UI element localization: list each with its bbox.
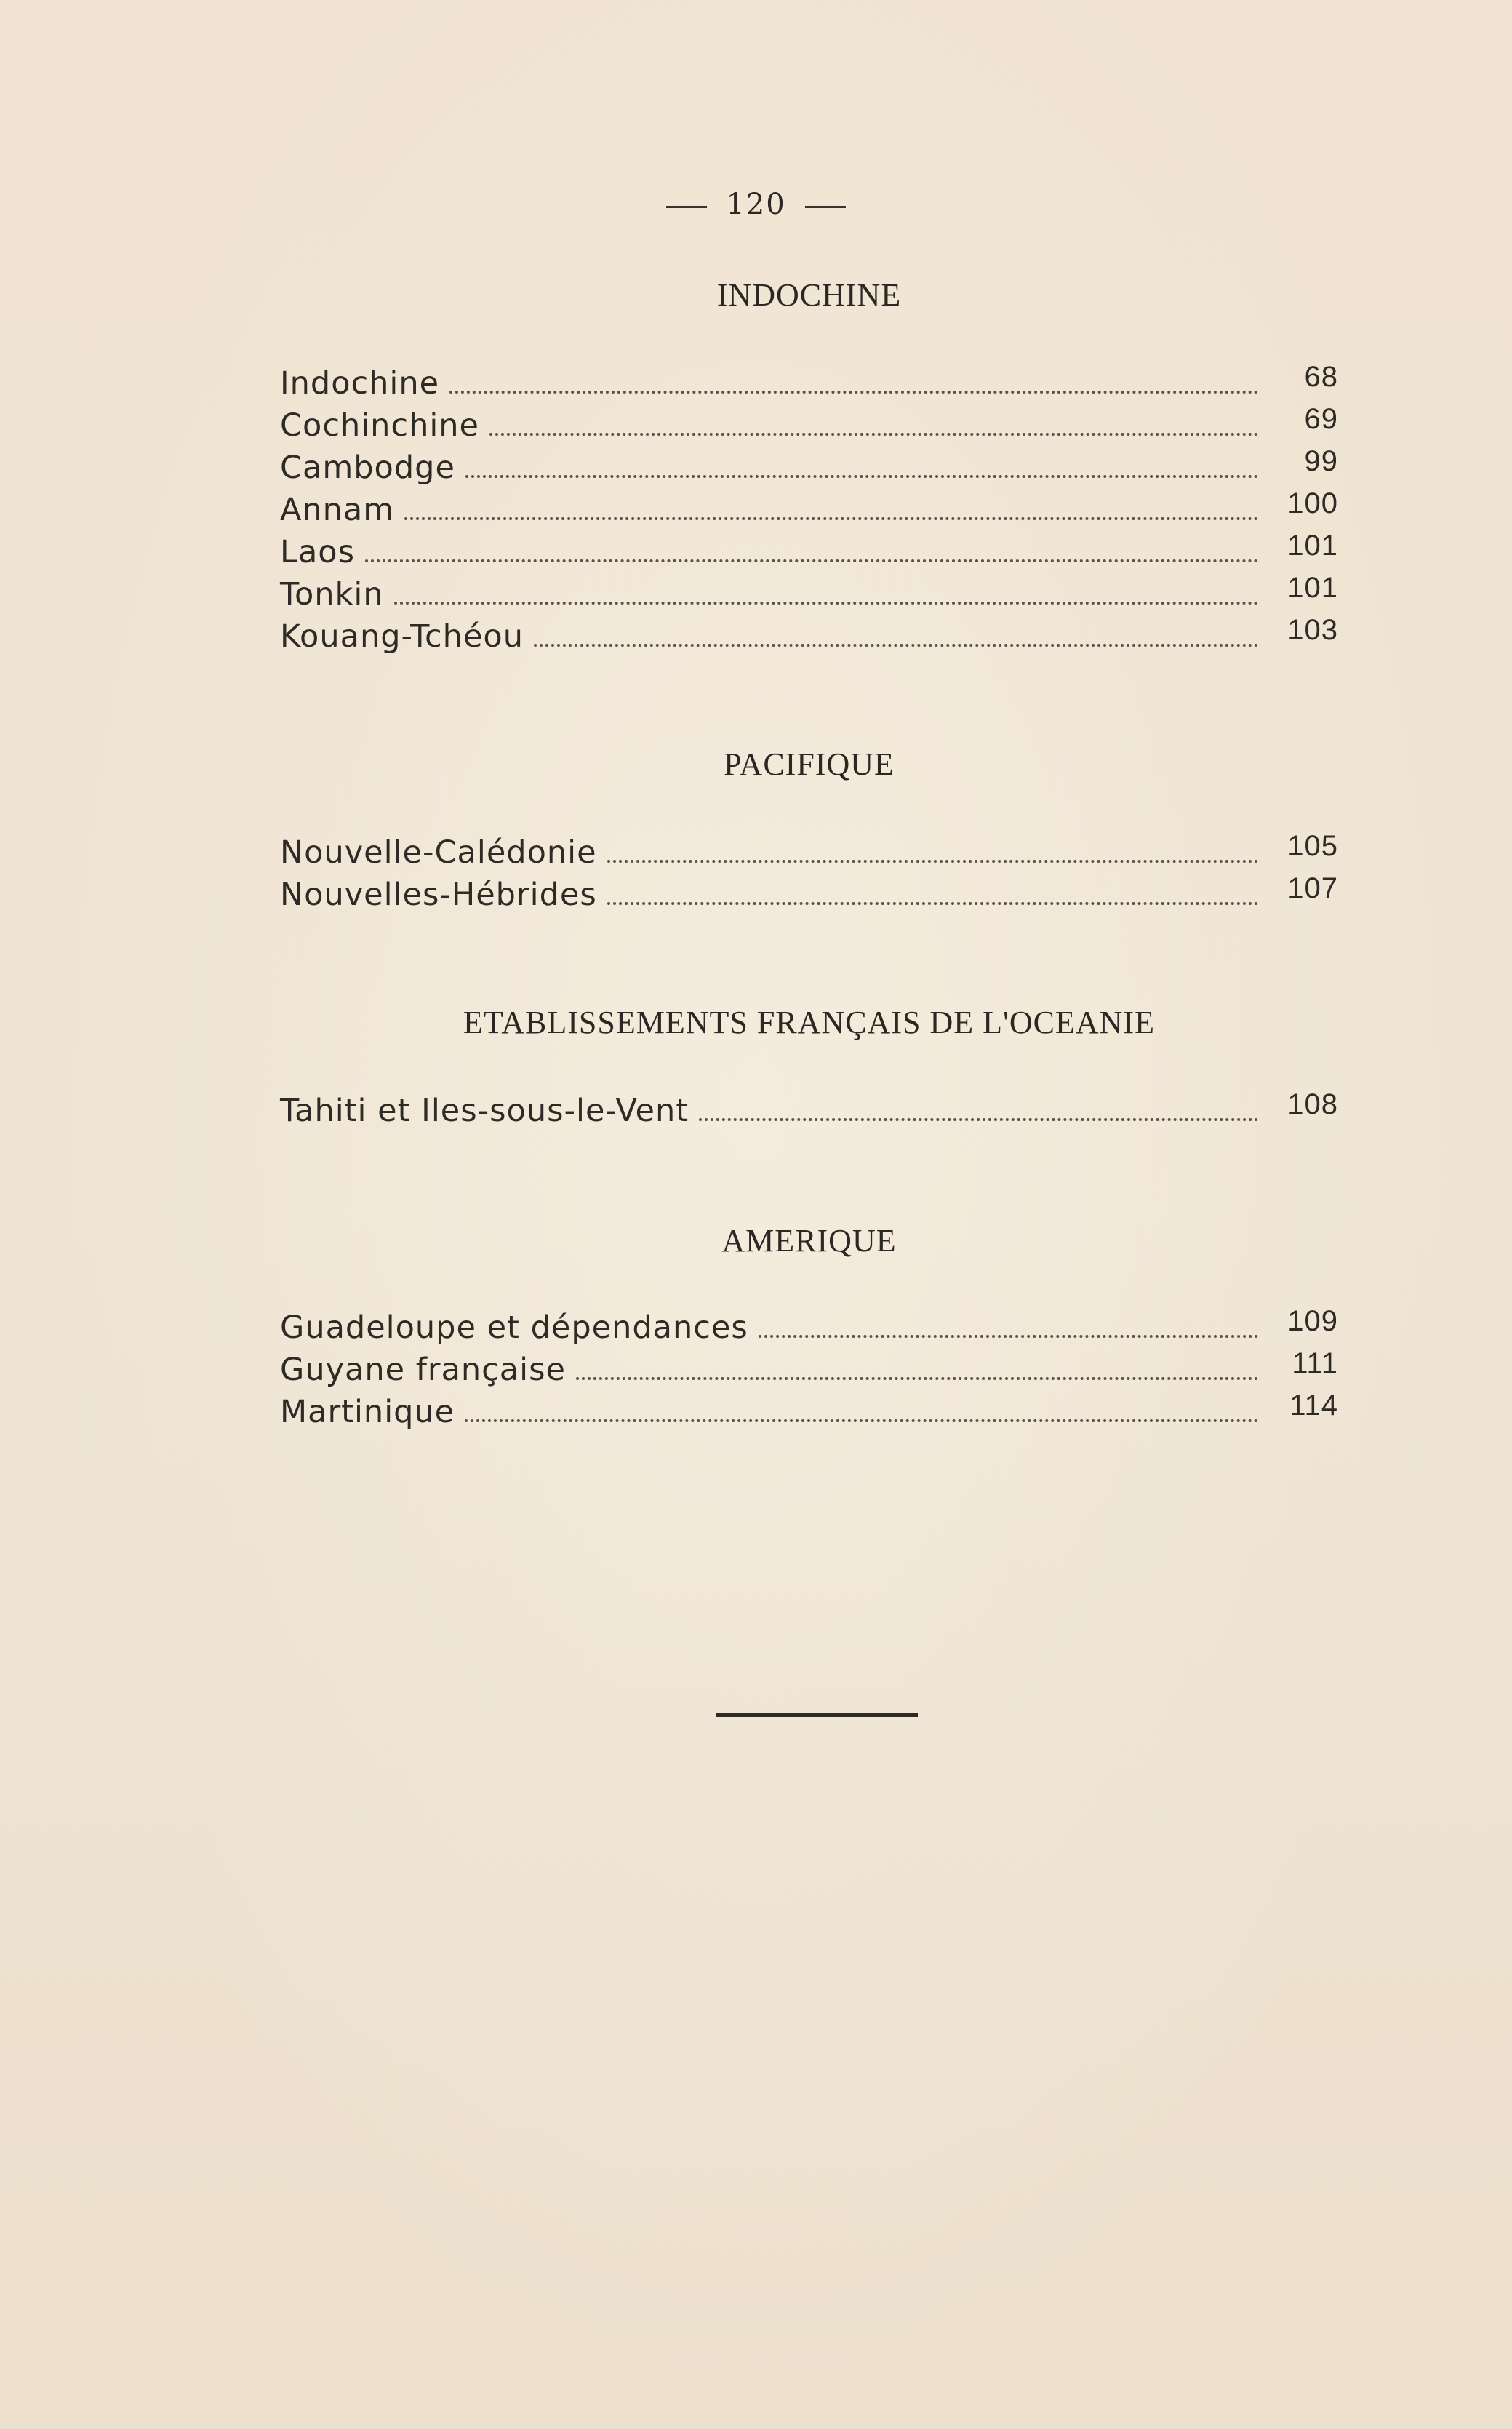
entry-page: 108 <box>1287 1088 1338 1120</box>
entry-page: 105 <box>1287 830 1338 862</box>
entry-label: Indochine <box>280 365 440 402</box>
section-title: AMERIQUE <box>721 1223 897 1259</box>
section-title: PACIFIQUE <box>724 746 895 782</box>
section-title: ETABLISSEMENTS FRANÇAIS DE L'OCEANIE <box>463 1005 1155 1040</box>
dot-leader <box>607 901 1258 905</box>
dash-left <box>666 206 707 208</box>
dot-leader <box>607 859 1258 863</box>
entry-label: Laos <box>280 534 356 570</box>
toc-entry <box>280 1347 1338 1394</box>
entry-list <box>280 361 1338 661</box>
entry-page: 107 <box>1287 872 1338 904</box>
entry-label: Nouvelle-Calédonie <box>280 834 597 871</box>
toc-entry <box>280 1389 1338 1436</box>
entry-label: Guadeloupe et dépendances <box>280 1309 748 1346</box>
entry-page: 69 <box>1304 403 1338 435</box>
entry-label: Nouvelles-Hébrides <box>280 877 597 913</box>
entry-label: Tonkin <box>280 576 384 613</box>
entry-page: 101 <box>1287 572 1338 604</box>
dot-leader <box>576 1376 1258 1380</box>
entry-page: 99 <box>1304 445 1338 477</box>
toc-entry <box>280 614 1338 661</box>
dot-leader <box>394 601 1258 605</box>
toc-entry <box>280 872 1338 919</box>
entry-list <box>280 1088 1338 1135</box>
toc-entry <box>280 530 1338 576</box>
closing-rule <box>716 1713 918 1717</box>
page-number-text: 120 <box>726 188 786 221</box>
entry-label: Cambodge <box>280 450 455 486</box>
dot-leader <box>759 1334 1258 1338</box>
toc-entry <box>280 1088 1338 1135</box>
entry-page: 101 <box>1287 530 1338 562</box>
entry-list <box>280 830 1338 919</box>
entry-page: 100 <box>1287 487 1338 519</box>
entry-page: 111 <box>1292 1347 1338 1379</box>
dot-leader <box>365 559 1258 562</box>
dot-leader <box>699 1117 1258 1121</box>
entry-label: Annam <box>280 492 395 528</box>
dot-leader <box>465 474 1258 478</box>
dot-leader <box>449 390 1258 394</box>
toc-entry <box>280 445 1338 492</box>
dot-leader <box>534 643 1258 647</box>
entry-list <box>280 1305 1338 1436</box>
page-number <box>0 188 1512 221</box>
entry-page: 68 <box>1304 361 1338 393</box>
entry-label: Martinique <box>280 1394 455 1430</box>
toc-entry <box>280 572 1338 618</box>
dot-leader <box>465 1419 1258 1422</box>
entry-label: Tahiti et Iles-sous-le-Vent <box>280 1093 689 1129</box>
toc-entry <box>280 830 1338 877</box>
toc-entry <box>280 403 1338 450</box>
dash-right <box>805 206 846 208</box>
entry-label: Kouang-Tchéou <box>280 618 524 655</box>
toc-entry <box>280 361 1338 407</box>
entry-page: 103 <box>1287 614 1338 646</box>
entry-label: Cochinchine <box>280 407 479 444</box>
toc-entry <box>280 1305 1338 1352</box>
section-title: INDOCHINE <box>716 277 902 313</box>
entry-page: 114 <box>1289 1389 1338 1421</box>
entry-label: Guyane française <box>280 1352 566 1388</box>
entry-page: 109 <box>1287 1305 1338 1337</box>
dot-leader <box>404 516 1258 520</box>
dot-leader <box>489 432 1258 436</box>
toc-entry <box>280 487 1338 534</box>
